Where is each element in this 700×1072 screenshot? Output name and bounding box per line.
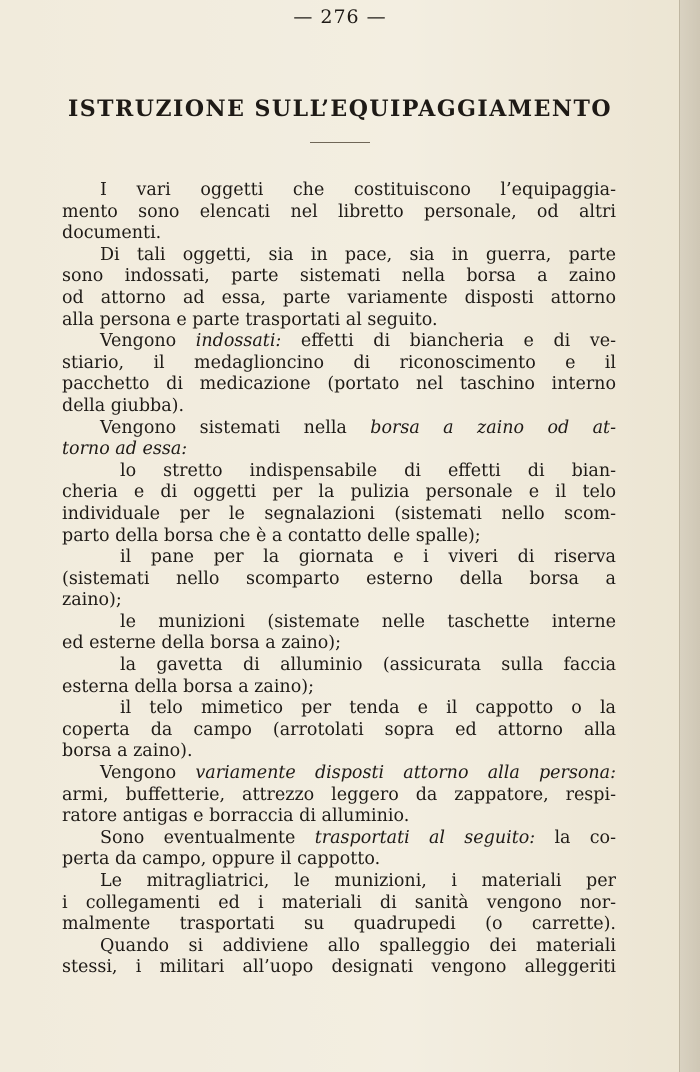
text-line: Sono eventualmente trasportati al seguito: la co- xyxy=(100,827,616,848)
text-line: od attorno ad essa, parte variamente disposti attorno xyxy=(62,287,616,308)
text-line: zaino); xyxy=(62,590,122,611)
text-line: la gavetta di alluminio (assicurata sulla faccia xyxy=(120,655,616,676)
text-line: Le mitragliatrici, le munizioni, i materiali per xyxy=(100,871,616,891)
text-line: Vengono sistemati nella borsa a zaino od at- xyxy=(100,417,616,438)
text-line: sono indossati, parte sistemati nella borsa a zaino xyxy=(62,266,616,287)
text-line: Quando si addiviene allo spalleggio dei materiali xyxy=(100,935,616,956)
body-text xyxy=(62,180,616,979)
text-line: (sistemati nello scomparto esterno della borsa a xyxy=(62,568,616,589)
text-line: il pane per la giornata e i viveri di riserva xyxy=(120,547,616,568)
text-line: armi, buffetterie, attrezzo leggero da zappatore, respi- xyxy=(62,784,616,805)
italic-phrase: trasportati al seguito: xyxy=(314,827,536,848)
text-line: perta da campo, oppure il cappotto. xyxy=(62,849,381,870)
text-line: le munizioni (sistemate nelle taschette interne xyxy=(120,611,616,632)
page-number: — 276 — xyxy=(293,6,387,28)
text-line: stessi, i militari all’uopo designati vengono alleggeriti xyxy=(62,957,616,978)
text-line: I vari oggetti che costituiscono l’equipaggia- xyxy=(100,180,616,200)
page-title: ISTRUZIONE SULL’EQUIPAGGIAMENTO xyxy=(67,96,613,122)
text-line: malmente trasportati su quadrupedi (o carrette). xyxy=(62,914,616,935)
italic-phrase: indossati: xyxy=(195,331,282,352)
text-line: ratore antigas e borraccia di alluminio. xyxy=(62,806,410,827)
text-line: i collegamenti ed i materiali di sanità vengono nor- xyxy=(62,892,616,913)
text-line: mento sono elencati nel libretto personale, od altri xyxy=(62,201,616,222)
text-line: pacchetto di medicazione (portato nel taschino interno xyxy=(62,374,616,395)
text-line: parto della borsa che è a contatto delle spalle); xyxy=(62,525,481,546)
italic-phrase: borsa a zaino od at- xyxy=(370,417,616,438)
text-line: Vengono variamente disposti attorno alla persona: xyxy=(100,763,616,784)
text-line: stiario, il medaglioncino di riconoscimento e il xyxy=(62,352,616,373)
italic-phrase: variamente disposti attorno alla persona: xyxy=(195,763,616,784)
text-line: torno ad essa: xyxy=(62,439,188,460)
text-line: cheria e di oggetti per la pulizia personale e il telo xyxy=(62,482,616,503)
text-line: lo stretto indispensabile di effetti di bian- xyxy=(120,460,616,481)
text-line: documenti. xyxy=(62,223,162,244)
text-line: esterna della borsa a zaino); xyxy=(62,676,314,697)
title-divider xyxy=(310,142,370,143)
text-line: coperta da campo (arrotolati sopra ed attorno alla xyxy=(62,719,616,740)
text-line: borsa a zaino). xyxy=(62,741,193,762)
text-line: alla persona e parte trasportati al seguito. xyxy=(62,309,438,330)
page-edge xyxy=(679,0,700,1072)
text-line: il telo mimetico per tenda e il cappotto o la xyxy=(120,698,616,719)
text-line: individuale per le segnalazioni (sistemati nello scom- xyxy=(62,503,616,524)
text-line: Di tali oggetti, sia in pace, sia in guerra, parte xyxy=(100,244,616,265)
text-line: della giubba). xyxy=(62,395,185,416)
text-line: ed esterne della borsa a zaino); xyxy=(62,633,342,654)
text-line: Vengono indossati: effetti di biancheria e di ve- xyxy=(100,331,616,352)
